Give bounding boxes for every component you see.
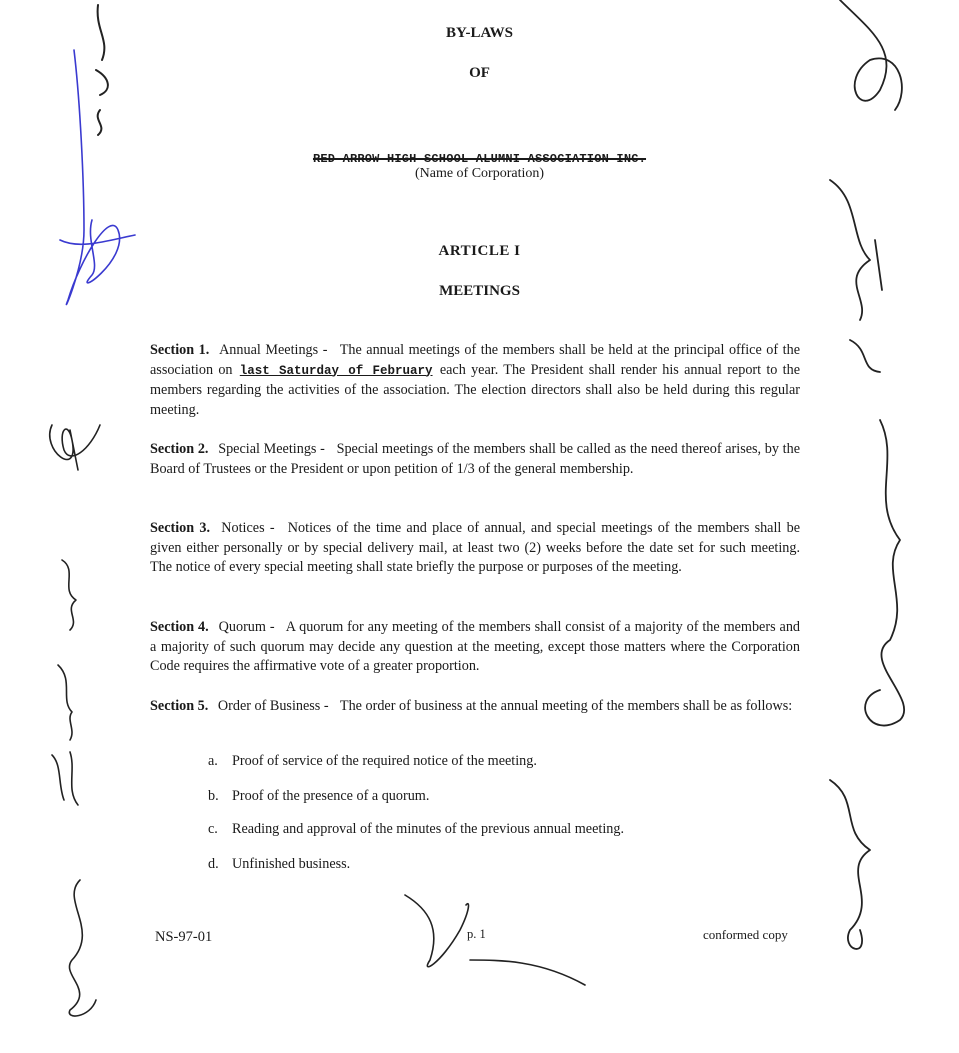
- signature-left-3: [58, 665, 72, 740]
- section-label: Section 4.: [150, 619, 209, 635]
- order-item-text: Proof of service of the required notice of the meeting.: [232, 753, 537, 769]
- section-label: Section 2.: [150, 441, 209, 457]
- section-text: The annual meetings of the members shall be held at the principal office of the association on: [150, 342, 800, 378]
- signature-right-3: [850, 340, 904, 726]
- meeting-date-fill-in: last Saturday of February: [239, 363, 433, 378]
- signature-left-2: [62, 560, 76, 630]
- signature-left-5: [69, 880, 96, 1016]
- corporation-name: RED ARROW HIGH SCHOOL ALUMNI ASSOCIATION INC.: [312, 152, 647, 166]
- order-item-letter: b.: [208, 788, 219, 804]
- signature-right-1: [840, 0, 902, 110]
- section-text: Notices of the time and place of annual, and special meetings of the members shall be given either personally or by special delivery mail, at least two (2) weeks before the date set for such meeting. The notice of every special meeting shall state briefly the purpose or purposes of the meeting.: [150, 520, 800, 575]
- order-item-letter: a.: [208, 753, 218, 769]
- section-label: Section 5.: [150, 698, 209, 714]
- signature-right-2: [830, 180, 882, 320]
- signature-left-4: [52, 752, 78, 805]
- article-subtitle: MEETINGS: [439, 283, 520, 299]
- section-heading: Annual Meetings -: [219, 342, 328, 358]
- order-item-letter: d.: [208, 856, 219, 872]
- section-label: Section 1.: [150, 342, 210, 358]
- order-item-text: Reading and approval of the minutes of the previous annual meeting.: [232, 821, 625, 837]
- order-item-text: Proof of the presence of a quorum.: [232, 788, 430, 804]
- article-title: ARTICLE I: [438, 243, 521, 259]
- signature-right-4: [830, 780, 870, 949]
- order-item-text: Unfinished business.: [232, 856, 351, 872]
- signature-bottom-center: [405, 895, 585, 985]
- signature-top-left: [96, 5, 108, 135]
- signature-blue: [60, 50, 135, 305]
- corporation-caption: (Name of Corporation): [414, 166, 545, 181]
- section-heading: Notices -: [221, 520, 275, 536]
- footer-page-number: p. 1: [467, 927, 486, 941]
- document-title: BY-LAWS: [446, 25, 513, 41]
- document-title-of: OF: [469, 65, 490, 81]
- section-heading: Special Meetings -: [218, 441, 325, 457]
- footer-document-code: NS-97-01: [155, 929, 213, 945]
- signature-left-1: [50, 425, 100, 470]
- section-heading: Order of Business -: [217, 698, 329, 714]
- section-label: Section 3.: [150, 520, 211, 536]
- footer-copy-status: conformed copy: [703, 927, 788, 942]
- section-text: Special meetings of the members shall be called as the need thereof arises, by the Board of Trustees or the President or upon petition of 1/3 of the general membership.: [150, 441, 801, 477]
- section-heading: Quorum -: [218, 619, 275, 635]
- section-text: A quorum for any meeting of the members shall consist of a majority of the members and a majority of such quorum may decide any question at the meeting, except those matters where the Corporation Code requires the affirmative vote of a greater proportion.: [150, 619, 801, 674]
- section-text: The order of business at the annual meeting of the members shall be as follows:: [339, 698, 793, 714]
- section-text-continued: each year. The President shall render his annual report to the members regarding the activities of the association. The election directors shall also be held during this regular meeting.: [150, 361, 801, 418]
- order-item-letter: c.: [208, 821, 218, 837]
